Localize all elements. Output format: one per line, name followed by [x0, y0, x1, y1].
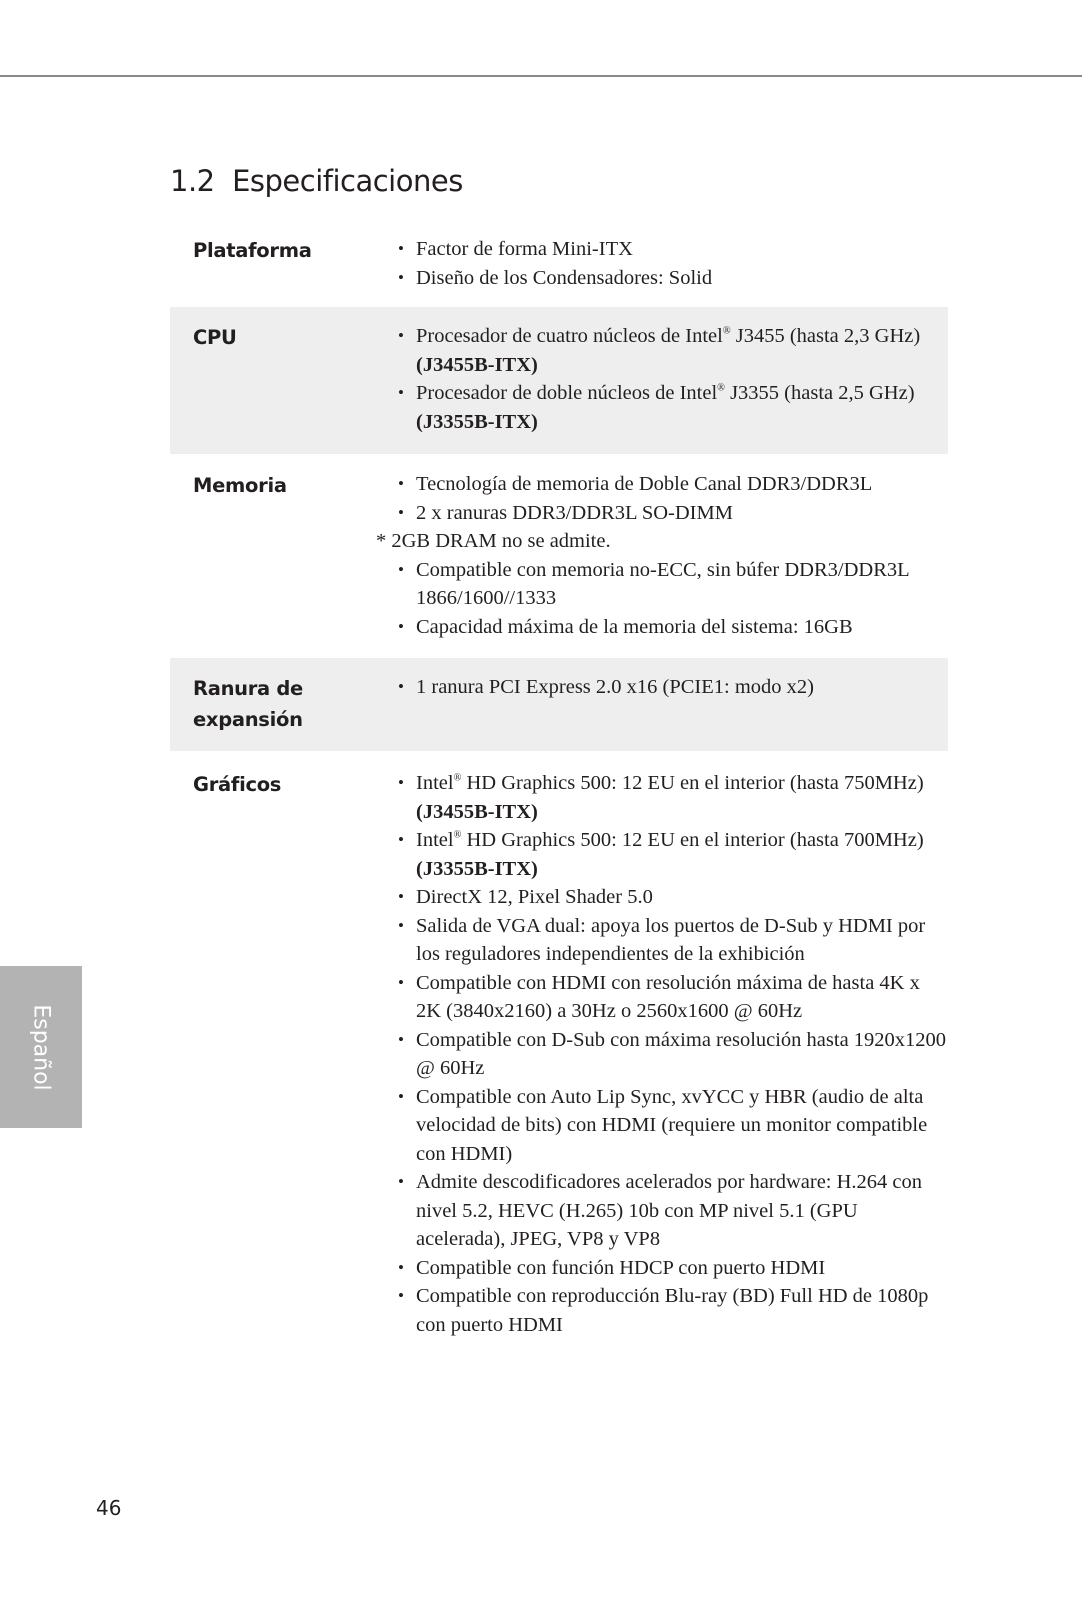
bullet-icon: • [398, 1286, 404, 1305]
list-item: • Intel® HD Graphics 500: 12 EU en el interior (hasta 750MHz) (J3455B-ITX) [386, 769, 948, 826]
spec-row-memoria [170, 454, 948, 658]
bullet-icon: • [398, 677, 404, 696]
spec-values [386, 322, 948, 436]
bullet-icon: • [398, 887, 404, 906]
list-item: • Compatible con HDMI con resolución máxima de hasta 4K x 2K (3840x2160) a 30Hz o 2560x1600 @ 60Hz [386, 969, 948, 1026]
list-item: • Tecnología de memoria de Doble Canal DDR3/DDR3L [386, 470, 948, 499]
spec-values [386, 235, 948, 292]
spec-label: Memoria [193, 474, 287, 497]
spec-values [376, 470, 948, 641]
spec-row-cpu [170, 307, 948, 454]
list-item: • Compatible con memoria no-ECC, sin búfer DDR3/DDR3L 1866/1600//1333 [386, 556, 948, 613]
list-item: • Compatible con reproducción Blu-ray (BD) Full HD de 1080p con puerto HDMI [386, 1282, 948, 1339]
model-name: (J3455B-ITX) [416, 353, 538, 376]
list-item: • Compatible con Auto Lip Sync, xvYCC y HBR (audio de alta velocidad de bits) con HDMI (requiere un monitor compatible con HDMI) [386, 1083, 948, 1169]
bullet-icon: • [398, 474, 404, 493]
bullet-icon: • [398, 915, 404, 935]
bullet-icon: • [398, 502, 404, 522]
bullet-icon: • [398, 267, 404, 287]
list-item: • 2 x ranuras DDR3/DDR3L SO-DIMM [386, 499, 948, 528]
section-title [170, 164, 463, 198]
list-item: • Factor de forma Mini-ITX [386, 235, 948, 264]
memory-note: * 2GB DRAM no se admite. [376, 530, 611, 552]
bullet-icon: • [398, 559, 404, 579]
spec-label: Gráficos [193, 773, 282, 796]
spec-label: Plataforma [193, 239, 312, 262]
spec-row-ranura-de-expansion [170, 658, 948, 751]
bullet-icon: • [398, 239, 404, 258]
bullet-icon: • [398, 773, 404, 792]
model-name: (J3355B-ITX) [416, 857, 538, 880]
bullet-icon: • [398, 326, 404, 345]
list-item: • Procesador de cuatro núcleos de Intel® J3455 (hasta 2,3 GHz) (J3455B-ITX) [386, 322, 948, 379]
spec-values [386, 769, 948, 1339]
section-number: 1.2 [170, 164, 215, 198]
bullet-icon: • [398, 972, 404, 992]
page-number: 46 [96, 1496, 122, 1520]
list-item: • Capacidad máxima de la memoria del sistema: 16GB [386, 613, 948, 642]
bullet-icon: • [398, 830, 404, 849]
spec-row-graficos [170, 751, 948, 1355]
list-item: • Compatible con función HDCP con puerto HDMI [386, 1254, 948, 1283]
bullet-icon: • [398, 383, 404, 402]
model-name: (J3455B-ITX) [416, 800, 538, 823]
list-item: • Admite descodificadores acelerados por hardware: H.264 con nivel 5.2, HEVC (H.265) 10b con MP nivel 5.1 (GPU acelerada), JPEG, VP8 y VP8 [386, 1168, 948, 1254]
spec-label: CPU [193, 326, 237, 349]
language-side-tab [0, 966, 82, 1128]
spec-row-plataforma [170, 225, 948, 307]
model-name: (J3355B-ITX) [416, 410, 538, 433]
language-label: Español [28, 1003, 54, 1091]
list-item: • DirectX 12, Pixel Shader 5.0 [386, 883, 948, 912]
section-title-text: Especificaciones [232, 164, 463, 198]
list-item: • Procesador de doble núcleos de Intel® J3355 (hasta 2,5 GHz) (J3355B-ITX) [386, 379, 948, 436]
list-item: • 1 ranura PCI Express 2.0 x16 (PCIE1: modo x2) [386, 673, 948, 702]
list-item: • Intel® HD Graphics 500: 12 EU en el interior (hasta 700MHz) (J3355B-ITX) [386, 826, 948, 883]
list-item: • Compatible con D-Sub con máxima resolución hasta 1920x1200 @ 60Hz [386, 1026, 948, 1083]
header-rule [0, 75, 1082, 77]
bullet-icon: • [398, 1029, 404, 1049]
bullet-icon: • [398, 1172, 404, 1191]
spec-label: Ranura de expansión [193, 677, 303, 731]
list-item: • Diseño de los Condensadores: Solid [386, 264, 948, 293]
bullet-icon: • [398, 1257, 404, 1277]
bullet-icon: • [398, 616, 404, 636]
list-item: • Salida de VGA dual: apoya los puertos de D-Sub y HDMI por los reguladores independientes de la exhibición [386, 912, 948, 969]
spec-values [386, 673, 948, 735]
bullet-icon: • [398, 1086, 404, 1106]
specifications-table [170, 225, 948, 1355]
